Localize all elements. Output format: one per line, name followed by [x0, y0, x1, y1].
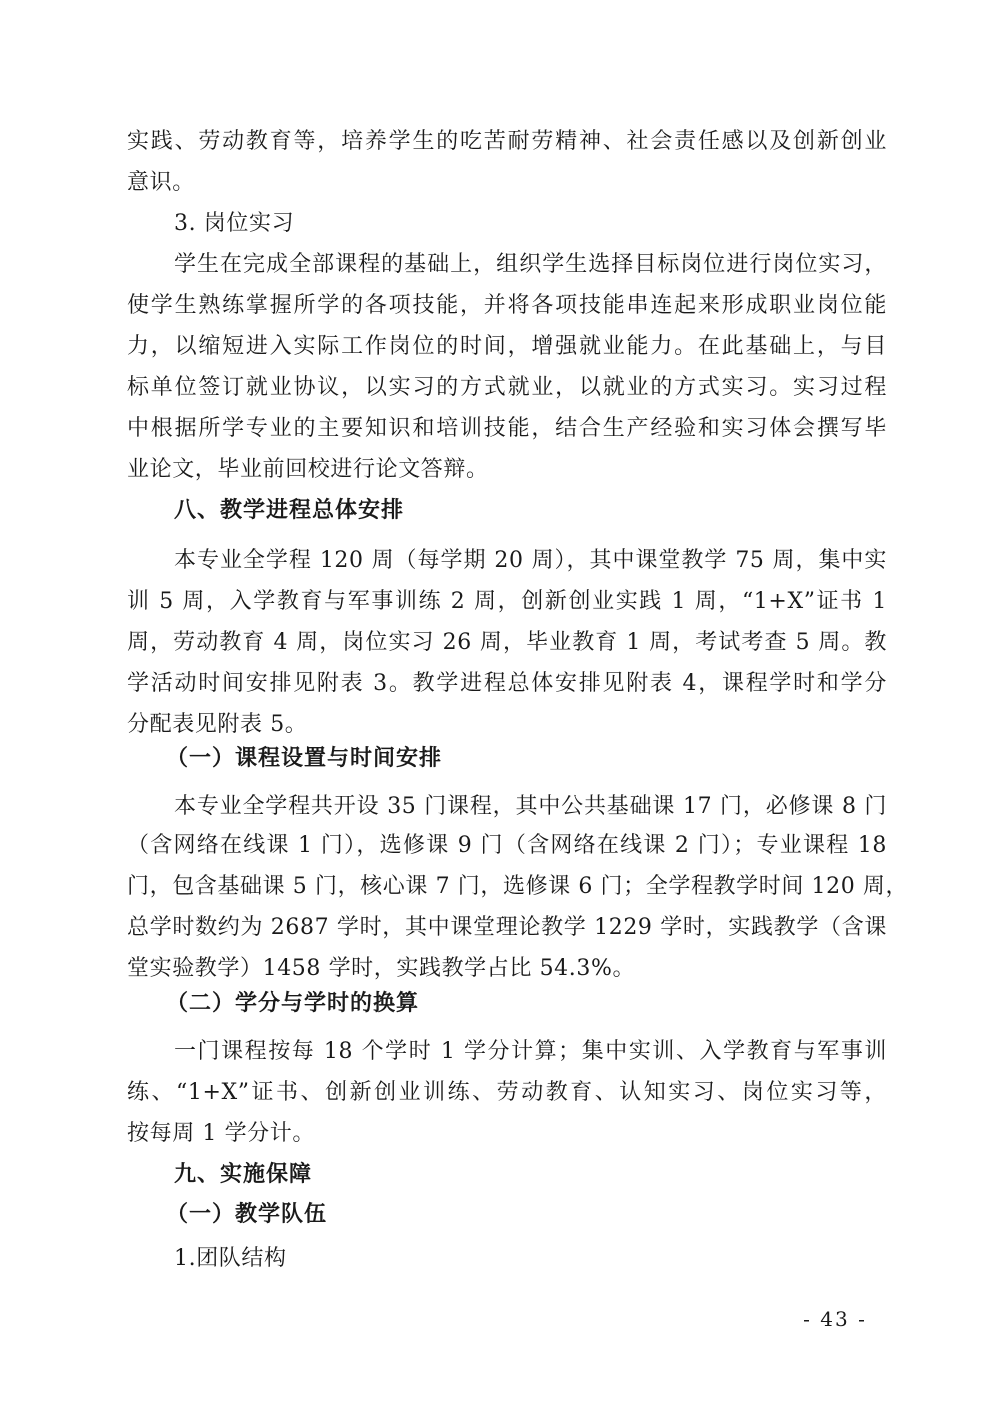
- body-text-line: 中根据所学专业的主要知识和培训技能，结合生产经验和实习体会撰写毕: [127, 416, 887, 441]
- subsection-heading: （二）学分与学时的换算: [166, 991, 420, 1016]
- body-text-line: 周，劳动教育 4 周，岗位实习 26 周，毕业教育 1 周，考试考查 5 周。教: [127, 630, 887, 655]
- section-heading: 八、教学进程总体安排: [174, 498, 405, 523]
- body-text-line: 一门课程按每 18 个学时 1 学分计算；集中实训、入学教育与军事训: [174, 1039, 887, 1064]
- body-text-line: 本专业全学程 120 周（每学期 20 周），其中课堂教学 75 周，集中实: [174, 548, 887, 573]
- body-text-line: 本专业全学程共开设 35 门课程，其中公共基础课 17 门，必修课 8 门: [174, 794, 887, 819]
- body-text-line: 实践、劳动教育等，培养学生的吃苦耐劳精神、社会责任感以及创新创业: [127, 129, 887, 154]
- body-text-line: 意识。: [127, 170, 195, 195]
- body-text-line: （含网络在线课 1 门），选修课 9 门（含网络在线课 2 门）；专业课程 18: [127, 833, 887, 858]
- body-text-line: 分配表见附表 5。: [127, 712, 308, 737]
- subsection-heading: （一）课程设置与时间安排: [166, 746, 443, 771]
- subsection-heading: 3. 岗位实习: [174, 211, 295, 236]
- body-text-line: 门，包含基础课 5 门，核心课 7 门，选修课 6 门；全学程教学时间 120 周，: [127, 874, 909, 899]
- body-text-line: 练、“1+X”证书、创新创业训练、劳动教育、认知实习、岗位实习等，: [127, 1080, 887, 1105]
- body-text-line: 学生在完成全部课程的基础上，组织学生选择目标岗位进行岗位实习，: [174, 252, 887, 277]
- page-number: - 43 -: [803, 1307, 867, 1331]
- section-heading: 九、实施保障: [174, 1162, 313, 1187]
- body-text-line: 按每周 1 学分计。: [127, 1121, 315, 1146]
- body-text-line: 业论文，毕业前回校进行论文答辩。: [127, 457, 489, 482]
- body-text-line: 使学生熟练掌握所学的各项技能，并将各项技能串连起来形成职业岗位能: [127, 293, 887, 318]
- body-text-line: 标单位签订就业协议，以实习的方式就业，以就业的方式实习。实习过程: [127, 375, 887, 400]
- body-text-line: 总学时数约为 2687 学时，其中课堂理论教学 1229 学时，实践教学（含课: [127, 915, 887, 940]
- body-text-line: 学活动时间安排见附表 3。教学进程总体安排见附表 4，课程学时和学分: [127, 671, 887, 696]
- subsection-heading: 1.团队结构: [174, 1246, 287, 1271]
- subsection-heading: （一）教学队伍: [166, 1202, 328, 1227]
- body-text-line: 堂实验教学）1458 学时，实践教学占比 54.3%。: [127, 956, 636, 981]
- body-text-line: 训 5 周，入学教育与军事训练 2 周，创新创业实践 1 周，“1+X”证书 1: [127, 589, 887, 614]
- body-text-line: 力，以缩短进入实际工作岗位的时间，增强就业能力。在此基础上，与目: [127, 334, 887, 359]
